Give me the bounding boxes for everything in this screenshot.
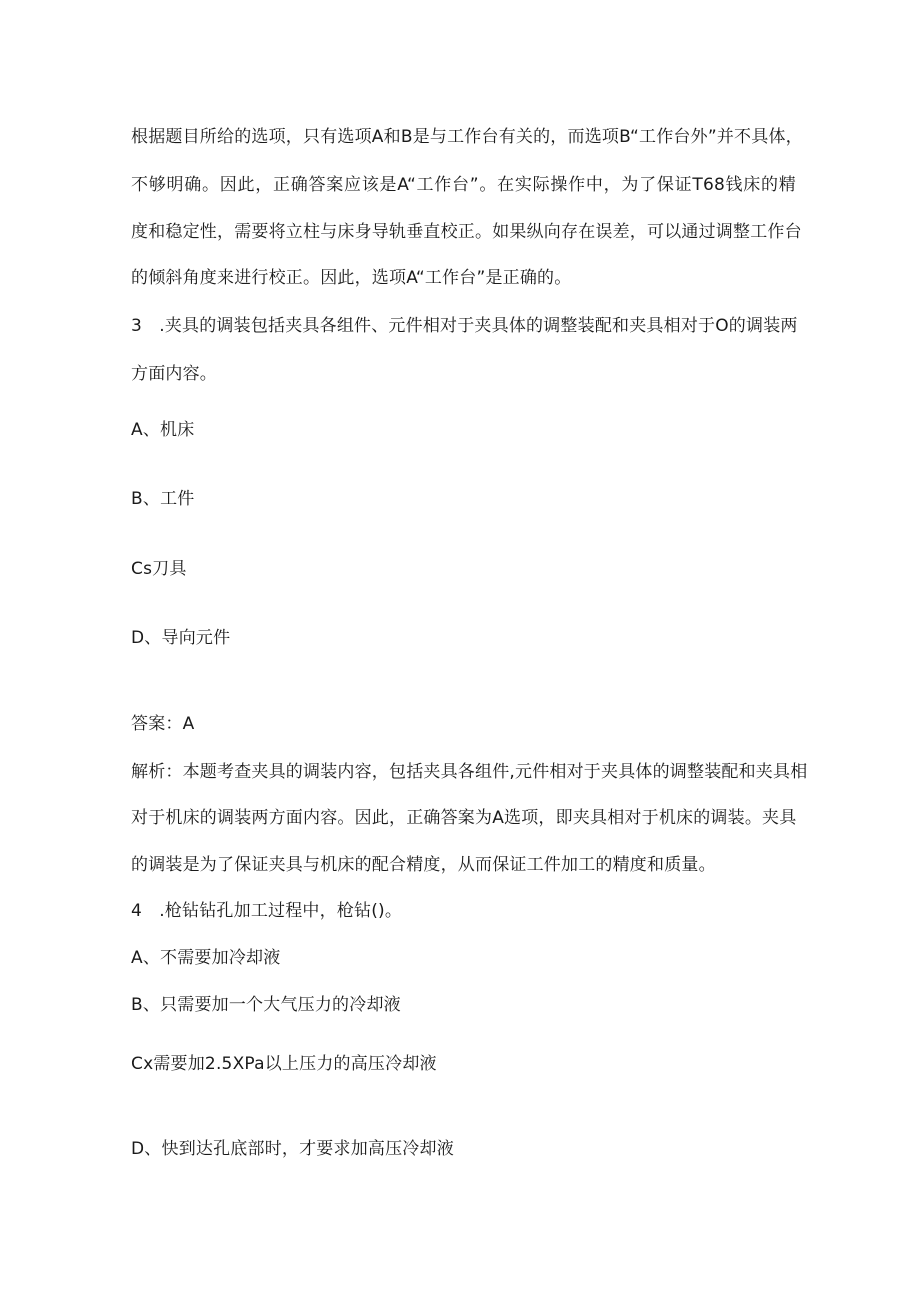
- q4-option-a: A、不需要加冷却液: [131, 948, 281, 968]
- q3-option-d: D、导向元件: [131, 628, 231, 648]
- q3-stem-line-2: 方面内容。: [131, 364, 217, 384]
- q3-answer: 答案：A: [131, 714, 195, 734]
- q3-option-a: A、机床: [131, 420, 195, 440]
- q3-option-c: Cs刀具: [131, 559, 187, 579]
- q3-analysis-line-1: 解析：本题考查夹具的调装内容，包括夹具各组件,元件相对于夹具体的调整装配和夹具相: [131, 762, 808, 782]
- q3-stem-line-1: 3 .夹具的调装包括夹具各组件、元件相对于夹具体的调整装配和夹具相对于O的调装两: [131, 316, 798, 336]
- q3-analysis-line-3: 的调装是为了保证夹具与机床的配合精度，从而保证工件加工的精度和质量。: [131, 855, 716, 875]
- q4-stem: 4 .枪钻钻孔加工过程中，枪钻()。: [131, 901, 403, 921]
- q2-explanation-line-1: 根据题目所给的选项，只有选项A和B是与工作台有关的，而选项B“工作台外”并不具体，: [131, 127, 803, 147]
- q3-option-b: B、工件: [131, 489, 195, 509]
- q2-explanation-line-4: 的倾斜角度来进行校正。因此，选项A“工作台”是正确的。: [131, 268, 572, 288]
- q4-option-c: Cx需要加2.5XPa以上压力的高压冷却液: [131, 1054, 437, 1074]
- q2-explanation-line-3: 度和稳定性，需要将立柱与床身导轨垂直校正。如果纵向存在误差，可以通过调整工作台: [131, 222, 802, 242]
- q2-explanation-line-2: 不够明确。因此，正确答案应该是A“工作台”。在实际操作中，为了保证T68钱床的精: [131, 175, 796, 195]
- q3-analysis-line-2: 对于机床的调装两方面内容。因此，正确答案为A选项，即夹具相对于机床的调装。夹具: [131, 808, 797, 828]
- q4-option-d: D、快到达孔底部时，才要求加高压冷却液: [131, 1139, 454, 1159]
- q4-option-b: B、只需要加一个大气压力的冷却液: [131, 995, 401, 1015]
